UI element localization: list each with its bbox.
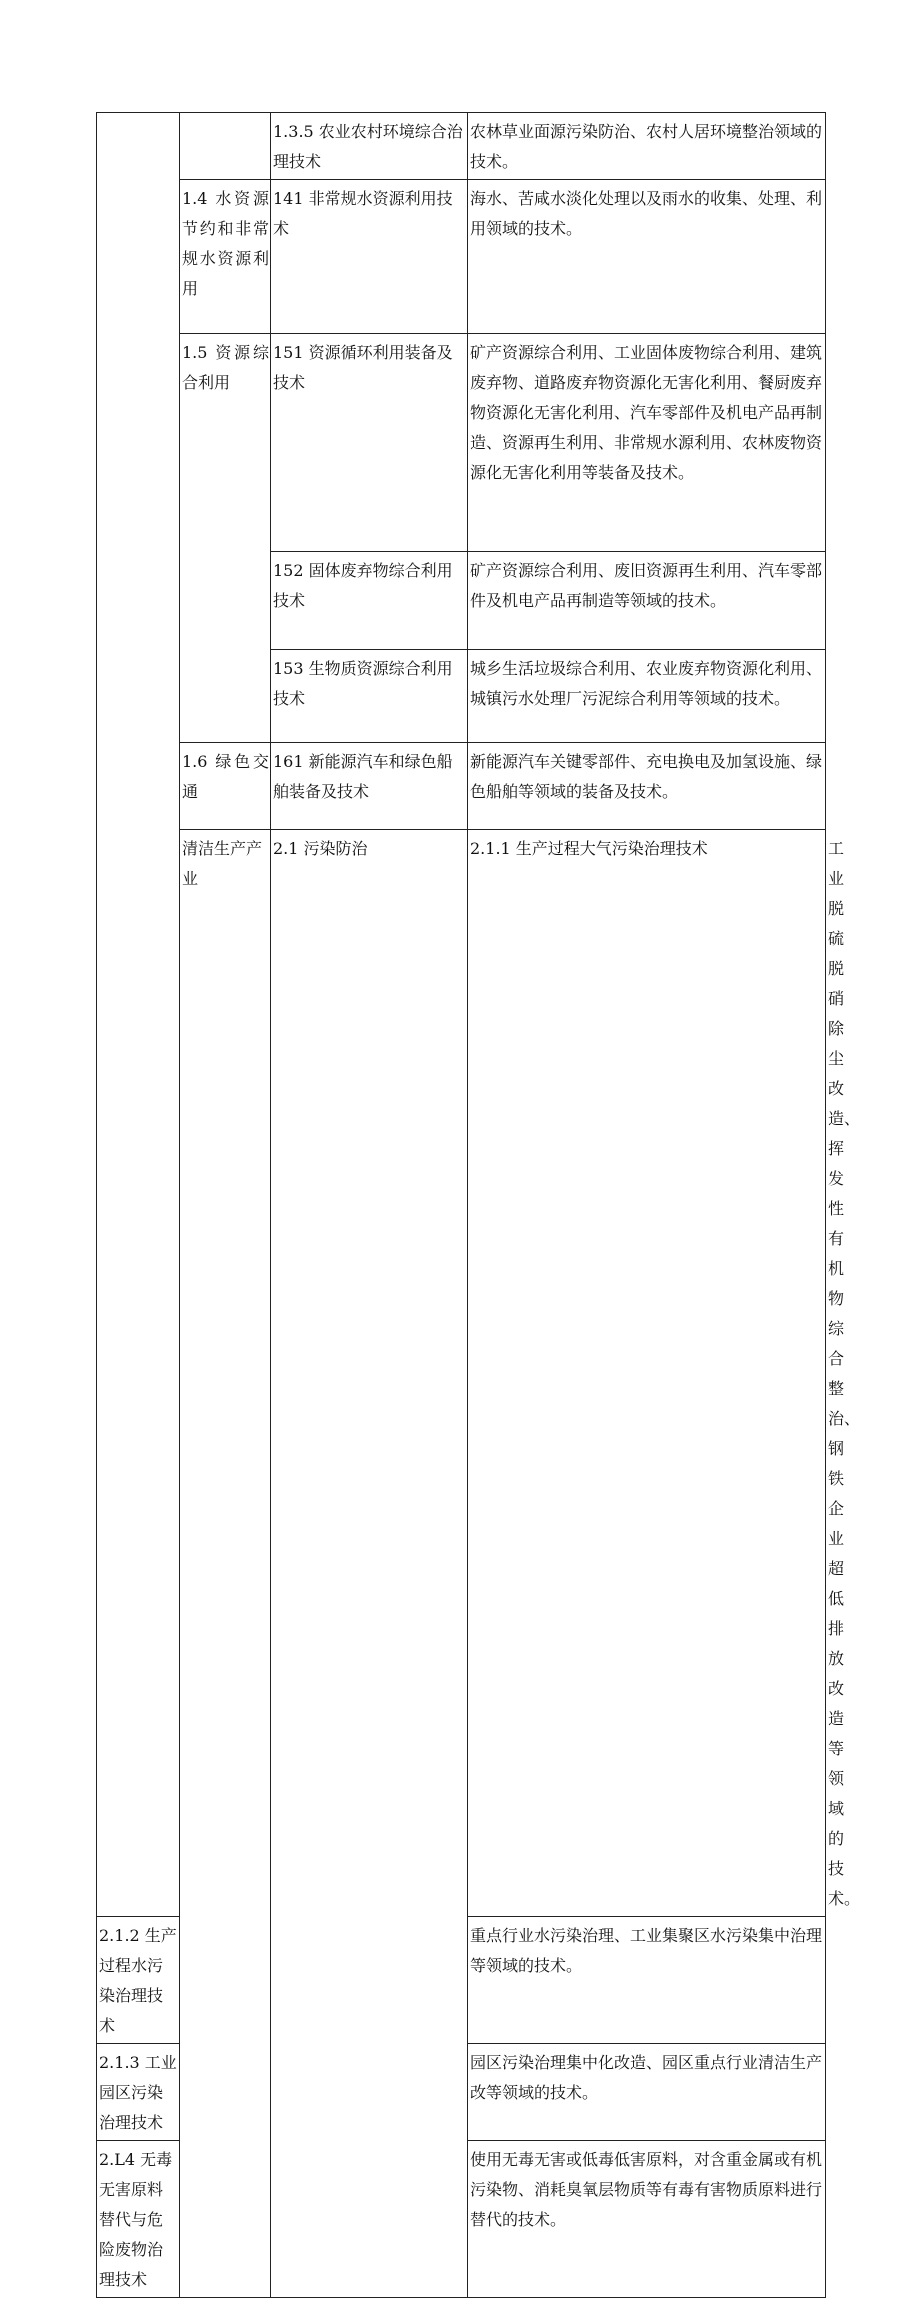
- item-code: 152 固体废弃物综合利用技术: [271, 552, 468, 650]
- catalog-table: [96, 112, 861, 2298]
- item-code: 2.1.3 工业园区污染治理技术: [97, 2044, 180, 2141]
- item-desc: 城乡生活垃圾综合利用、农业废弃物资源化利用、城镇污水处理厂污泥综合利用等领域的技术。: [468, 650, 826, 743]
- item-code: 153 生物质资源综合利用技术: [271, 650, 468, 743]
- item-code: 2.L4 无毒无害原料替代与危险废物治理技术: [97, 2141, 180, 2298]
- industry-cell: 清洁生产产业: [180, 830, 271, 2298]
- item-desc: 海水、苦咸水淡化处理以及雨水的收集、处理、利用领域的技术。: [468, 180, 826, 334]
- item-code: 2.1.1 生产过程大气污染治理技术: [468, 830, 826, 1917]
- table-row: [97, 743, 826, 830]
- item-desc: 矿产资源综合利用、工业固体废物综合利用、建筑废弃物、道路废弃物资源化无害化利用、餐厨废弃物资源化无害化利用、汽车零部件及机电产品再制造、资源再生利用、非常规水源利用、农林废物资源化无害化利用等装备及技术。: [468, 334, 826, 552]
- item-desc: 农林草业面源污染防治、农村人居环境整治领域的技术。: [468, 113, 826, 180]
- industry-cell-empty: [97, 113, 180, 1917]
- table-row: 清洁生产产业 2.1 污染防治 2.1.1 生产过程大气污染治理技术 工业脱硫脱硝除尘改造、挥发性有机物综合整治、钢铁企业超低排放改造等领域的技术。: [97, 830, 826, 1917]
- category-cell: 1.4 水资源节约和非常规水资源利用: [180, 180, 271, 334]
- category-cell-empty: [180, 113, 271, 180]
- item-code: 151 资源循环利用装备及技术: [271, 334, 468, 552]
- table-row: [97, 334, 826, 552]
- item-desc: 新能源汽车关键零部件、充电换电及加氢设施、绿色船舶等领域的装备及技术。: [468, 743, 826, 830]
- item-desc: 矿产资源综合利用、废旧资源再生利用、汽车零部件及机电产品再制造等领域的技术。: [468, 552, 826, 650]
- category-cell: 1.6 绿色交通: [180, 743, 271, 830]
- item-desc: 使用无毒无害或低毒低害原料，对含重金属或有机污染物、消耗臭氧层物质等有毒有害物质原料进行替代的技术。: [468, 2141, 826, 2298]
- item-code: 141 非常规水资源利用技术: [271, 180, 468, 334]
- category-cell: 2.1 污染防治: [271, 830, 468, 2298]
- table-row: [97, 180, 826, 334]
- item-code: 1.3.5 农业农村环境综合治理技术: [271, 113, 468, 180]
- item-desc: 重点行业水污染治理、工业集聚区水污染集中治理等领域的技术。: [468, 1917, 826, 2044]
- item-code: 2.1.2 生产过程水污染治理技术: [97, 1917, 180, 2044]
- item-desc: 园区污染治理集中化改造、园区重点行业清洁生产改等领域的技术。: [468, 2044, 826, 2141]
- table-row: [97, 113, 826, 180]
- category-cell: 1.5 资源综合利用: [180, 334, 271, 743]
- item-code: 161 新能源汽车和绿色船舶装备及技术: [271, 743, 468, 830]
